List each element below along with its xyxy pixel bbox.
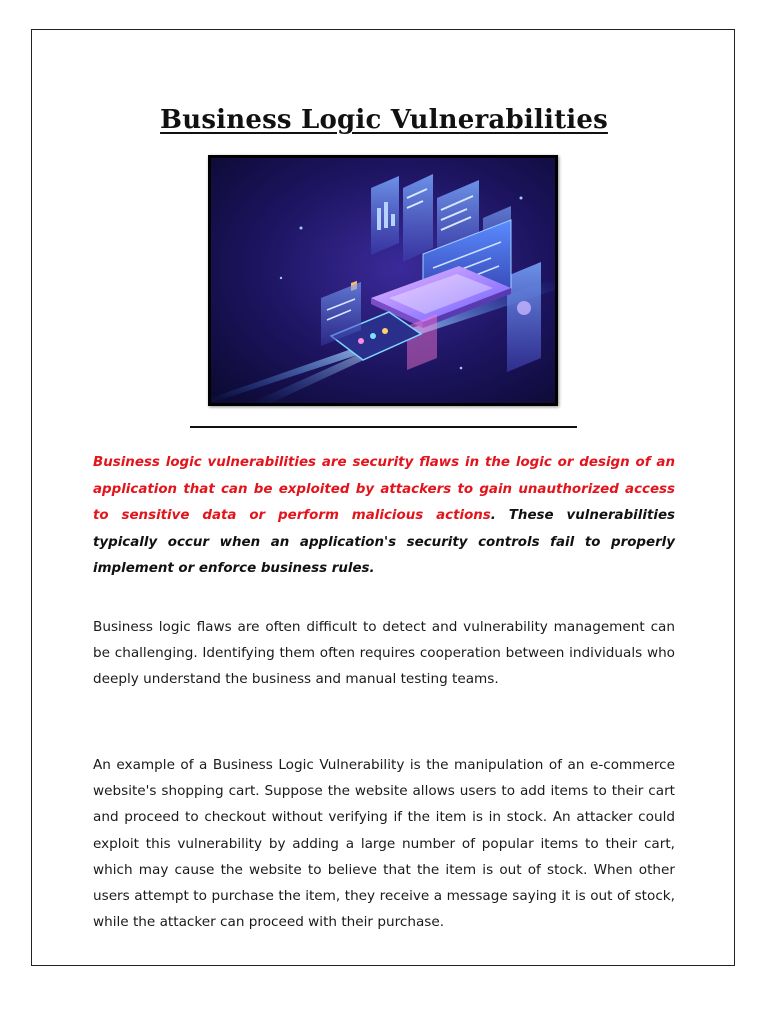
intro-highlight: Business logic vulnerabilities are security flaws in the logic or design of an application that can be exploited by attackers to gain unauthorized access to sensitive data or perform malicious actions <box>93 455 675 523</box>
page-title: Business Logic Vulnerabilities <box>160 105 608 136</box>
body-paragraph-2: An example of a Business Logic Vulnerability is the manipulation of an e-commerce website's shopping cart. Suppose the website allows users to add items to their cart and proceed to checkout without verifying if the item is in stock. An attacker could exploit this vulnerability by adding a large number of popular items to their cart, which may cause the website to believe that the item is out of stock. When other users attempt to purchase the item, they receive a message saying it is out of stock, while the attacker can proceed with their purchase. <box>93 757 675 931</box>
side-panel <box>507 262 541 372</box>
section-divider <box>190 426 577 428</box>
intro-rest: . These vulnerabilities typically occur when an application's security controls fail to properly implement or enforce business rules. <box>93 508 675 576</box>
intro-paragraph <box>93 450 675 583</box>
body-paragraph-1: Business logic flaws are often difficult to detect and vulnerability management can be challenging. Identifying them often requires cooperation between individuals who deeply understand the business and manual testing teams. <box>93 619 675 688</box>
hero-illustration <box>208 155 558 406</box>
laptop-dashboard-illustration <box>211 158 555 403</box>
